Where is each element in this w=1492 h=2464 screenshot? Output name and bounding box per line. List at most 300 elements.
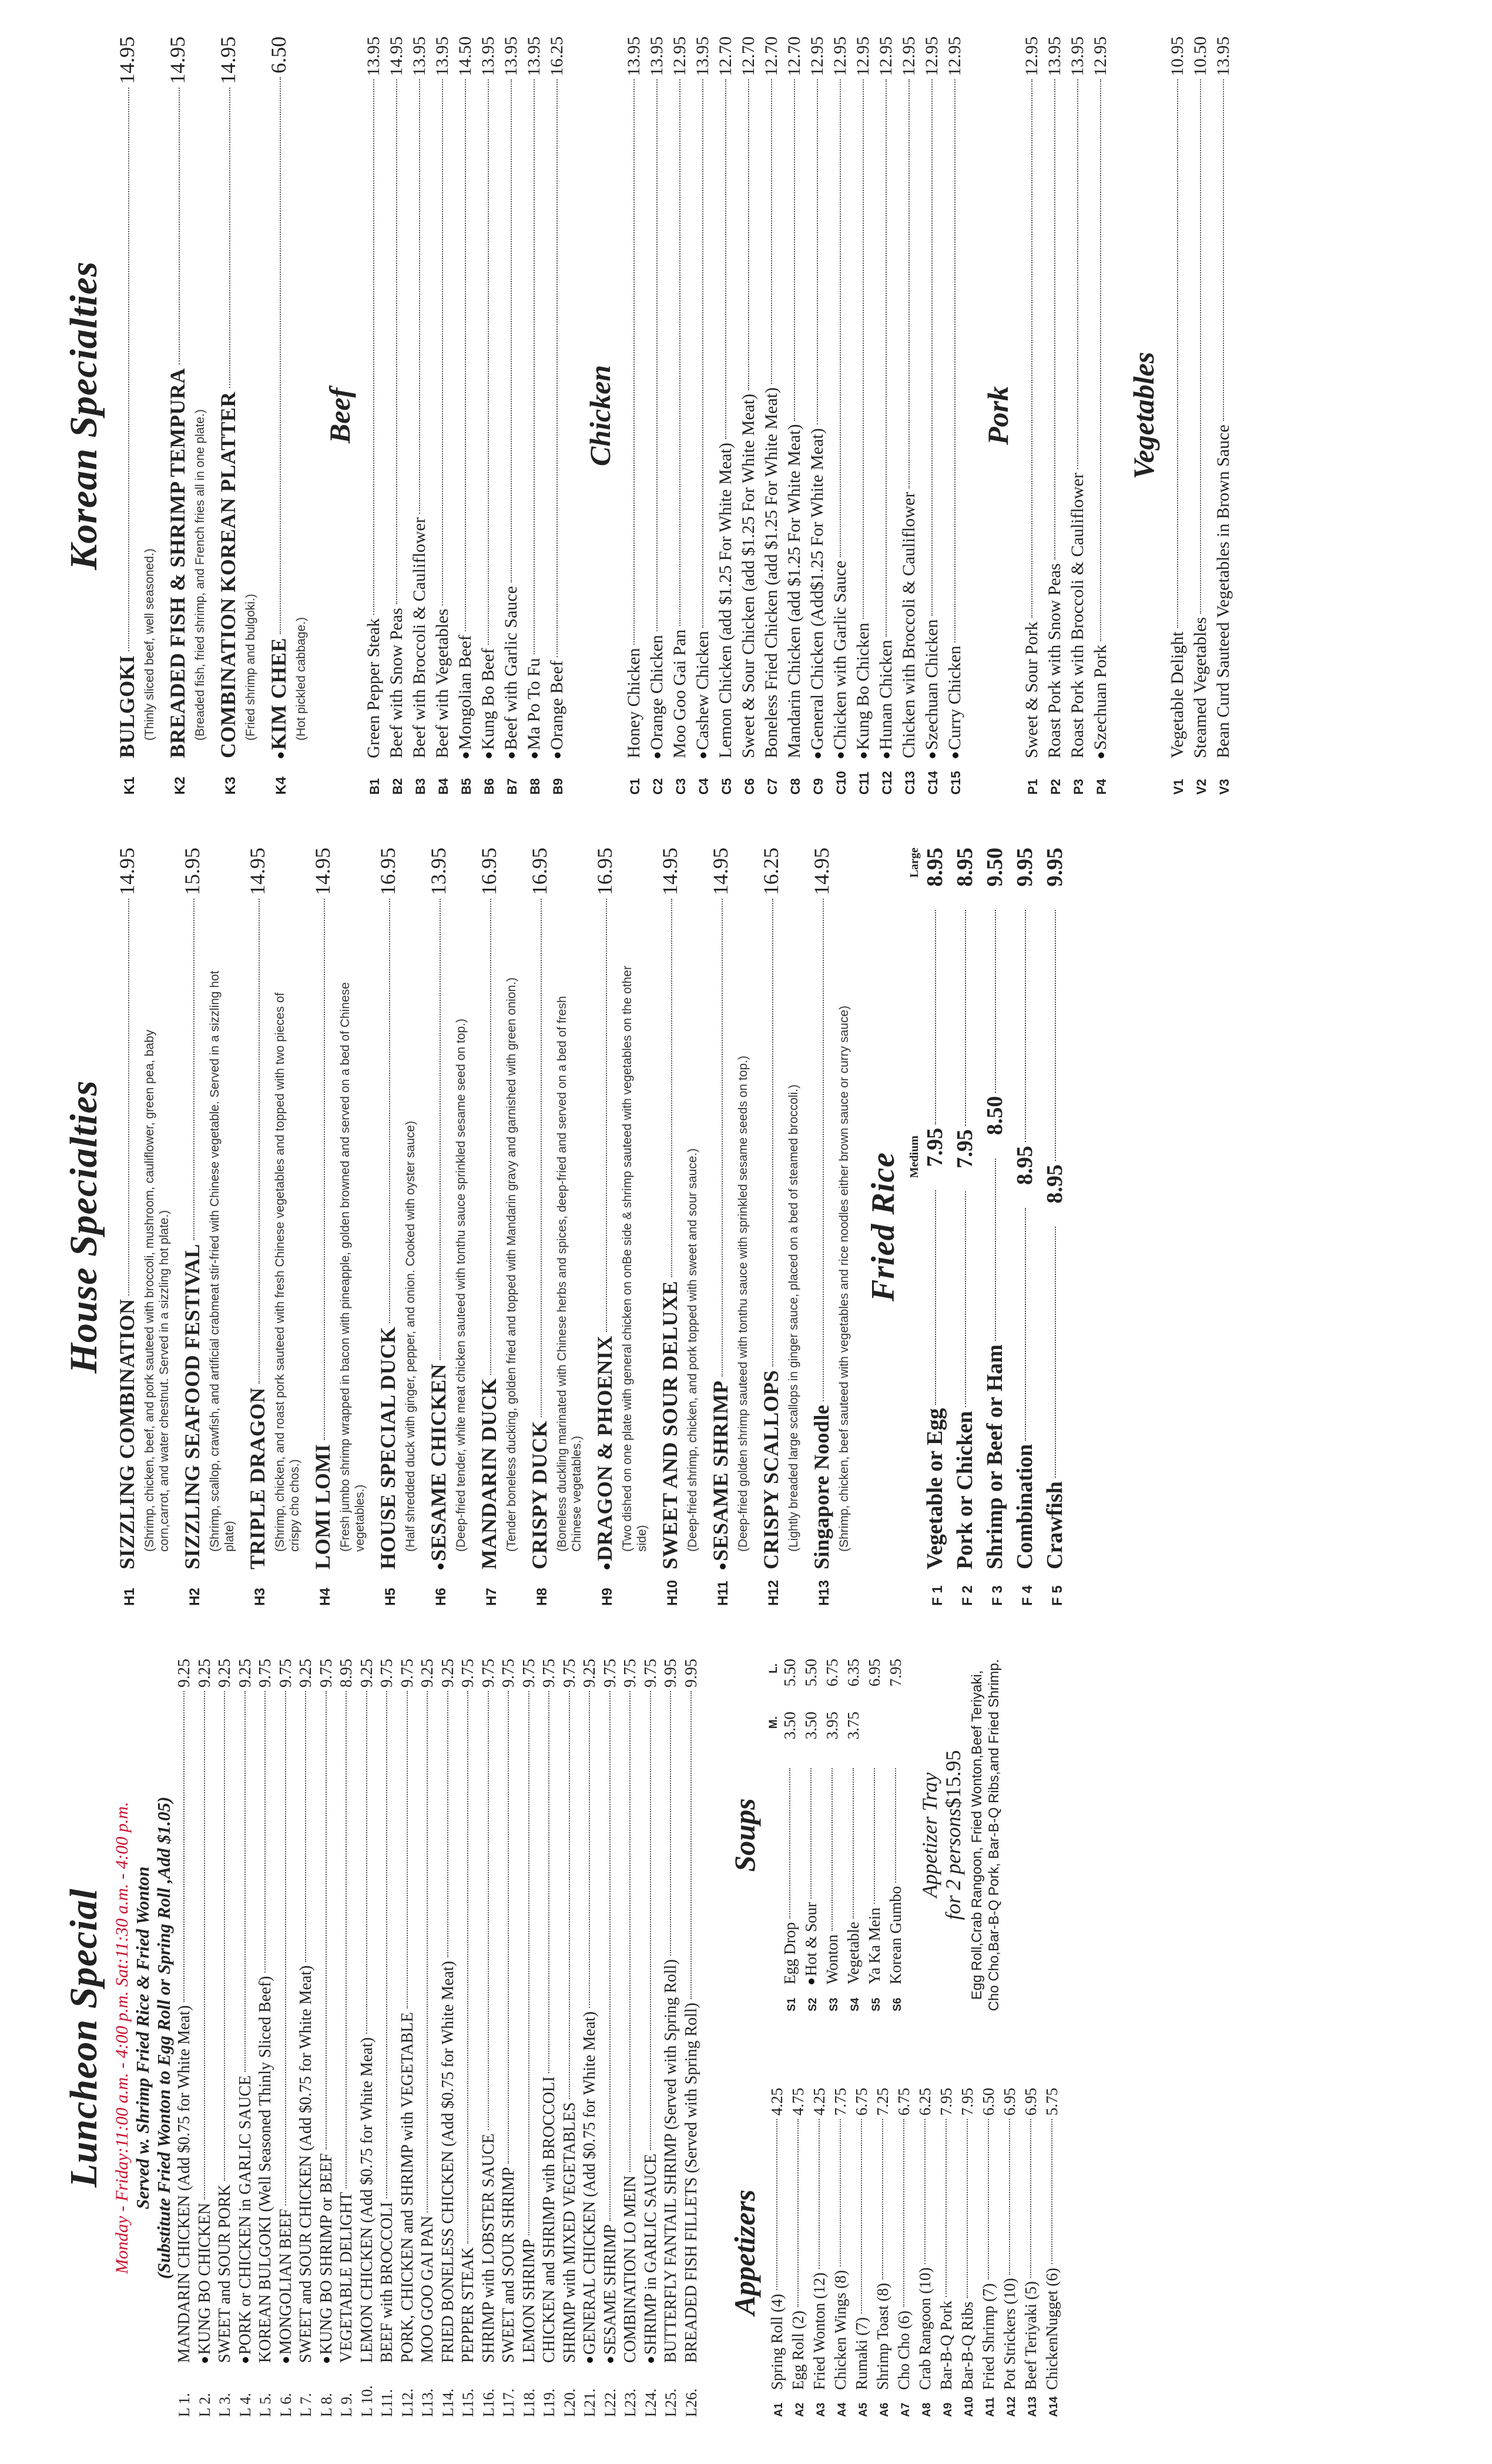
item-name <box>823 1934 841 1984</box>
item-code: A2 <box>794 2402 806 2417</box>
specialties-column <box>62 36 1235 795</box>
item-code: F 3 <box>990 1585 1005 1606</box>
luncheon-item <box>317 1659 337 2417</box>
leader-dots <box>490 899 491 1375</box>
item-price: 14.95 <box>658 848 682 895</box>
item-name-text: CHICKEN and SHRIMP with BROCCOLI <box>540 2076 558 2363</box>
item-name-text: Pot Strickers (10) <box>1001 2278 1018 2390</box>
leader-dots <box>179 88 180 364</box>
price-large: 6.75 <box>823 1659 841 1687</box>
item-code: L 7. <box>297 2393 314 2417</box>
leader-dots <box>853 1768 854 1919</box>
item-name-text: Singapore Noodle <box>810 1404 833 1569</box>
item-price: 12.70 <box>784 36 804 76</box>
item-code: S6 <box>891 1997 904 2011</box>
item-name-text: SESAME SHRIMP <box>709 1380 732 1561</box>
item-code: C4 <box>696 778 711 795</box>
item-price: 16.95 <box>528 848 551 895</box>
item-name-text: Spring Roll (4) <box>768 2294 786 2390</box>
item-code: L 3. <box>216 2393 233 2417</box>
item-name-text: LEMON SHRIMP <box>519 2239 538 2363</box>
luncheon-item <box>458 1659 479 2417</box>
item-name-text: Egg Drop <box>781 1922 799 1984</box>
fried-rice-item <box>1011 848 1041 1606</box>
leader-dots <box>1200 80 1201 614</box>
item-code: L19. <box>541 2388 558 2417</box>
item-name-text: BUTTERFLY FANTAIL SHRIMP (Served with Spring Roll) <box>662 1959 680 2363</box>
leader-dots <box>656 80 658 632</box>
item-code: L 6. <box>277 2393 294 2417</box>
leader-dots <box>447 1691 448 1957</box>
item-code: C14 <box>926 771 940 795</box>
item-name <box>601 2224 621 2363</box>
korean-item <box>165 36 193 795</box>
item-name-text: Chicken with Broccoli & Cauliflower <box>899 491 918 758</box>
leader-dots <box>389 899 390 1323</box>
item-price: 14.50 <box>455 36 475 76</box>
price-medium: 8.95 <box>1012 1146 1037 1185</box>
item-description: (Fresh jumbo shrimp wrapped in bacon with pineapple, golden browned and served on a bed of Chinese vegetables.) <box>338 982 367 1552</box>
item-price: 14.95 <box>166 36 189 84</box>
price-medium: 7.95 <box>953 1129 977 1169</box>
item-name <box>398 2012 418 2363</box>
item-price: 9.75 <box>276 1659 295 1688</box>
item-name: Shrimp or Beef or Ham <box>983 1344 1007 1569</box>
leader-dots <box>442 80 443 605</box>
item-name <box>519 2239 540 2363</box>
item-name <box>499 2167 519 2363</box>
item-name <box>418 2216 438 2363</box>
house-item <box>658 848 685 1606</box>
pork-item <box>1021 36 1044 795</box>
item-price: 13.95 <box>432 36 452 76</box>
item-name <box>937 2301 955 2390</box>
luncheon-item <box>195 1659 216 2417</box>
leader-dots <box>886 80 887 637</box>
spicy-icon <box>809 1978 814 1984</box>
item-name <box>1021 2281 1040 2390</box>
price-large: 9.95 <box>1042 847 1067 887</box>
leader-dots <box>1177 80 1178 628</box>
item-code: A14 <box>1048 2396 1060 2417</box>
item-code: S2 <box>807 1997 819 2011</box>
beef-title: Beef <box>323 387 356 444</box>
item-price: 13.95 <box>478 36 498 76</box>
item-code: A1 <box>773 2402 785 2417</box>
chicken-item <box>669 36 692 795</box>
item-name <box>479 2134 499 2363</box>
item-name <box>195 2203 216 2363</box>
tray-subtitle: for 2 persons <box>941 1808 965 1920</box>
item-price: 13.95 <box>1213 36 1233 76</box>
item-code: A7 <box>900 2402 912 2417</box>
item-code: B6 <box>482 778 497 795</box>
appetizer-item <box>979 2088 1000 2417</box>
item-name <box>296 1966 317 2363</box>
price-medium: 3.50 <box>802 1712 820 1740</box>
item-name <box>809 1405 834 1569</box>
chicken-item <box>760 36 783 795</box>
item-description: (Fried shrimp and bulgoki.) <box>244 594 257 741</box>
luncheon-item <box>296 1659 317 2417</box>
item-name-text: Szechuan Pork <box>1091 644 1110 750</box>
item-code: L 2. <box>196 2393 213 2417</box>
luncheon-item <box>256 1659 276 2417</box>
leader-dots <box>995 910 996 1093</box>
house-item <box>426 848 454 1606</box>
item-code: V2 <box>1194 779 1209 795</box>
leader-dots <box>1025 910 1026 1142</box>
item-description: (Shrimp, chicken, beef sauteed with vegetables and rice noodles either brown sauce or curry sauce) <box>837 1005 851 1552</box>
item-code: S4 <box>849 1997 861 2011</box>
leader-dots <box>556 80 558 657</box>
chicken-item <box>944 36 967 795</box>
item-name-text: KUNG BO SHRIMP or BEEF <box>317 2153 336 2355</box>
leader-dots <box>193 899 195 1240</box>
item-name <box>958 2302 977 2390</box>
price-medium: 8.95 <box>1042 1164 1067 1204</box>
leader-dots <box>407 1691 408 2008</box>
item-name-text: Boneless Fried Chicken (add $1.25 For White Meat) <box>762 387 781 758</box>
item-code: C7 <box>765 778 780 795</box>
item-name <box>894 2311 913 2390</box>
item-code: A3 <box>815 2402 827 2417</box>
soup-item <box>844 1659 865 2011</box>
item-code: B7 <box>505 778 519 795</box>
item-price: 12.95 <box>899 36 918 76</box>
item-code: V1 <box>1171 779 1186 795</box>
appetizers-title: Appetizers <box>728 2190 761 2315</box>
item-code: A6 <box>879 2402 891 2417</box>
vegetable-item <box>1212 36 1235 795</box>
item-code: H7 <box>484 1588 499 1606</box>
appetizer-item <box>810 2088 831 2417</box>
item-code: A11 <box>984 2397 997 2417</box>
leader-dots <box>1100 80 1101 641</box>
item-name <box>1044 563 1065 758</box>
item-code: B8 <box>528 778 542 795</box>
soups-large-label: L. <box>767 1663 780 1673</box>
leader-dots <box>823 899 824 1401</box>
leader-dots <box>285 1691 286 2205</box>
item-name <box>454 635 476 758</box>
item-price: 7.95 <box>937 2088 955 2116</box>
item-name <box>180 1244 204 1569</box>
item-price: 14.95 <box>115 36 139 84</box>
item-description: (Shrimp, chicken, beef, and pork sauteed with broccoli, mushroom, cauliflower, green pea, baby corn,carrot, and water chestnut. Served in a sizzling hot plate.) <box>143 1029 171 1552</box>
chicken-title: Chicken <box>584 364 616 467</box>
item-name <box>115 1299 139 1569</box>
item-name-text: CRISPY SCALLOPS <box>759 1370 783 1569</box>
item-description: (Breaded fish, fried shrimp, and French fries all in one plate.) <box>193 409 207 741</box>
item-price: 13.95 <box>1068 36 1087 76</box>
leader-dots <box>903 2119 904 2307</box>
item-name <box>865 1907 884 1984</box>
tray-title <box>918 1659 965 2011</box>
item-name <box>621 2175 641 2363</box>
leader-dots <box>797 2119 799 2307</box>
item-name-text: PORK or CHICKEN in GARLIC SAUCE <box>236 2075 254 2355</box>
item-name <box>1000 2278 1019 2390</box>
item-name-text: Szechuan Chicken <box>922 619 941 750</box>
luncheon-item <box>357 1659 378 2417</box>
item-price: 12.95 <box>922 36 941 76</box>
leader-dots <box>373 80 374 615</box>
item-name-text: PORK, CHICKEN and SHRIMP with VEGETABLE <box>398 2012 417 2363</box>
item-price: 12.95 <box>876 36 896 76</box>
item-price: 12.70 <box>716 36 735 76</box>
luncheon-item <box>621 1659 641 2417</box>
item-name <box>236 2075 256 2363</box>
house-item <box>477 848 504 1606</box>
leader-dots <box>789 1768 790 1919</box>
item-name <box>523 658 545 758</box>
leader-dots <box>1009 2119 1010 2274</box>
item-code: C6 <box>742 778 757 795</box>
price-large: 9.95 <box>1012 848 1037 887</box>
item-name-text: SIZZLING SEAFOOD FESTIVAL <box>180 1243 204 1569</box>
house-title: House Specialties <box>62 1080 105 1374</box>
spicy-icon <box>438 1564 444 1569</box>
luncheon-title: Luncheon Special <box>62 1888 105 2188</box>
item-price: 13.95 <box>410 36 429 76</box>
spicy-icon <box>648 2357 654 2363</box>
leader-dots <box>326 1691 327 2150</box>
item-price: 8.95 <box>337 1659 356 1688</box>
item-description: (Shrimp, scallop, crawfish, and artificial crabmeat stir-fried with Chinese vegetable. Served in a sizzling hot plate) <box>208 970 236 1552</box>
leader-dots <box>346 1691 347 2188</box>
leader-dots <box>874 1768 875 1904</box>
item-description: (Deep-fried tender, white meat chicken sauteed with tonthu sauce sprinkled sesame seed on top.) <box>454 1018 468 1552</box>
item-name <box>898 492 920 758</box>
item-name-text: Curry Chicken <box>945 645 964 750</box>
item-name-text: KIM CHEE <box>267 637 290 750</box>
item-code: S1 <box>786 1997 798 2011</box>
luncheon-item <box>418 1659 438 2417</box>
item-code: A10 <box>963 2396 975 2417</box>
item-code: C11 <box>857 771 871 795</box>
leader-dots <box>465 80 466 632</box>
item-price: 13.95 <box>524 36 544 76</box>
house-item <box>592 848 620 1606</box>
luncheon-item <box>641 1659 662 2417</box>
item-name-text: GENERAL CHICKEN (Add $0.75 for White Meat) <box>581 2011 599 2355</box>
leader-dots <box>511 80 512 582</box>
soup-item <box>780 1659 802 2011</box>
item-code: C13 <box>903 771 917 795</box>
item-name <box>245 1387 270 1569</box>
item-name-text: PEPPER STEAK <box>459 2247 477 2363</box>
item-name-text: General Chicken (Add$1.25 For White Meat) <box>807 428 827 750</box>
luncheon-served: Served w. Shrimp Fried Rice & Fried Wonton <box>132 1866 153 2209</box>
spicy-icon <box>278 752 284 758</box>
item-code: H8 <box>534 1588 550 1606</box>
spicy-icon <box>884 752 890 758</box>
leader-dots <box>280 77 281 634</box>
leader-dots <box>722 899 723 1377</box>
beef-item <box>408 36 431 795</box>
house-item <box>180 848 207 1606</box>
leader-dots <box>1031 80 1032 618</box>
spicy-icon <box>930 752 936 758</box>
item-name-text: Kung Bo Beef <box>478 648 498 750</box>
spicy-icon <box>1098 752 1104 758</box>
item-price: 9.95 <box>682 1659 700 1688</box>
appetizer-soup-section <box>713 1659 1064 2417</box>
leader-dots <box>861 2119 862 2314</box>
item-price: 16.95 <box>477 848 501 895</box>
item-price: 7.75 <box>832 2088 849 2116</box>
item-price: 14.95 <box>311 848 334 895</box>
leader-dots <box>183 1691 185 2002</box>
appetizer-item <box>894 2088 916 2417</box>
spicy-icon <box>555 752 561 758</box>
spicy-icon <box>486 752 492 758</box>
leader-dots <box>671 899 672 1277</box>
item-name-text: Honey Chicken <box>624 648 643 758</box>
leader-dots <box>725 80 726 440</box>
item-code: H6 <box>433 1588 449 1606</box>
item-code: A9 <box>942 2402 954 2417</box>
house-item <box>310 848 338 1606</box>
leader-dots <box>840 2119 841 2267</box>
leader-dots <box>541 899 542 1417</box>
item-name <box>458 2247 479 2363</box>
leader-dots <box>324 899 325 1440</box>
item-name-text: Hot & Sour <box>802 1901 820 1976</box>
item-price: 14.95 <box>246 848 269 895</box>
soups-list <box>780 1659 907 2011</box>
soups-title: Soups <box>728 1798 761 1872</box>
luncheon-item <box>519 1659 540 2417</box>
leader-dots <box>229 88 230 388</box>
appetizer-item <box>916 2088 937 2417</box>
leader-dots <box>819 2119 820 2269</box>
korean-item <box>115 36 142 795</box>
item-code: C3 <box>673 778 688 795</box>
item-price: 12.95 <box>830 36 850 76</box>
item-code: L18. <box>520 2388 538 2417</box>
item-name <box>783 424 805 758</box>
item-code: C12 <box>880 771 894 795</box>
item-name <box>708 1380 733 1569</box>
leader-dots <box>810 1768 812 1899</box>
fried-rice-item <box>921 848 951 1606</box>
item-price: 14.95 <box>387 36 406 76</box>
item-price: 6.50 <box>980 2088 997 2116</box>
item-code: A8 <box>921 2402 933 2417</box>
tray-subtitle-line <box>941 1659 965 2011</box>
price-medium: 7.95 <box>923 1127 947 1167</box>
appetizer-item <box>767 2088 789 2417</box>
item-name <box>426 1364 451 1569</box>
chicken-item <box>875 36 898 795</box>
item-code: V3 <box>1217 779 1232 795</box>
item-price: 9.75 <box>641 1659 660 1688</box>
item-name-text: Kung Bo Chicken <box>853 622 873 750</box>
item-price: 5.75 <box>1043 2088 1061 2116</box>
item-name-text: BREADED FISH FILLETS (Served with Spring Roll) <box>682 2003 700 2363</box>
item-price: 16.95 <box>376 848 400 895</box>
appetizer-item <box>852 2088 873 2417</box>
item-name-text: LOMI LOMI <box>311 1444 334 1569</box>
spicy-icon <box>587 2357 593 2363</box>
leader-dots <box>569 1691 570 2099</box>
item-name-text: Beef with Snow Peas <box>387 608 406 758</box>
item-name-text: Beef with Broccoli & Cauliflower <box>410 517 429 758</box>
spicy-icon <box>243 2357 249 2363</box>
item-name-text: Bean Curd Sauteed Vegetables in Brown Sauce <box>1213 424 1233 758</box>
item-price: 9.75 <box>601 1659 619 1688</box>
item-price: 13.95 <box>647 36 666 76</box>
price-medium: 3.95 <box>823 1712 841 1740</box>
item-price: 9.75 <box>519 1659 538 1688</box>
item-code: H1 <box>122 1588 138 1606</box>
item-name-text: Sweet & Sour Pork <box>1022 621 1041 758</box>
item-price: 16.95 <box>593 848 616 895</box>
item-name <box>886 1886 905 1984</box>
item-name <box>377 2202 398 2363</box>
luncheon-item <box>215 1659 236 2417</box>
price-medium: 3.50 <box>781 1712 799 1740</box>
pork-title: Pork <box>981 386 1014 445</box>
luncheon-item <box>682 1659 702 2417</box>
item-name <box>692 631 713 758</box>
item-code: L16. <box>480 2388 497 2417</box>
item-code: A4 <box>836 2402 849 2417</box>
item-code: C9 <box>811 778 826 795</box>
item-code: C2 <box>651 778 665 795</box>
item-name <box>789 2311 807 2390</box>
item-description: (Shrimp, chicken, and roast pork sauteed with fresh Chinese vegetables and topped with two pieces of crispy cho chos.) <box>273 992 301 1552</box>
item-name <box>1042 2268 1061 2390</box>
leader-dots <box>967 2119 968 2298</box>
item-name-text: Korean Gumbo <box>887 1886 904 1984</box>
item-name-text: Roast Pork with Broccoli & Cauliflower <box>1068 473 1087 758</box>
house-item <box>375 848 403 1606</box>
leader-dots <box>935 1190 936 1405</box>
leader-dots <box>965 910 966 1126</box>
vegetables-list <box>1166 36 1235 795</box>
item-price: 9.25 <box>357 1659 376 1688</box>
chicken-list <box>623 36 967 795</box>
beef-item <box>431 36 454 795</box>
spicy-icon <box>283 2357 289 2363</box>
leader-dots <box>305 1691 306 1962</box>
item-code: K4 <box>273 776 289 795</box>
luncheon-item <box>560 1659 581 2417</box>
leader-dots <box>467 1691 468 2244</box>
item-price: 12.70 <box>739 36 758 76</box>
leader-dots <box>895 1768 896 1883</box>
beef-item <box>546 36 569 795</box>
item-code: K1 <box>122 776 138 795</box>
item-name-text: Beef with Garlic Sauce <box>501 585 521 750</box>
item-code: H11 <box>715 1581 731 1606</box>
item-name <box>1166 631 1188 758</box>
item-price: 9.75 <box>479 1659 498 1688</box>
item-name-text: Bar-B-Q Pork <box>937 2301 955 2390</box>
item-code: C8 <box>788 778 803 795</box>
chicken-item <box>646 36 669 795</box>
item-name-text: Wonton <box>823 1934 841 1984</box>
item-price: 12.95 <box>670 36 689 76</box>
item-name-text: Mongolian Beef <box>455 635 475 750</box>
item-description: (Deep-fried golden shrimp sauteed with tonthu sauce with sprinkled sesame seeds on top.) <box>736 1056 750 1552</box>
item-code: L20. <box>561 2388 578 2417</box>
item-name-text: Rumaki (7) <box>853 2317 870 2390</box>
item-name-text: Vegetable Delight <box>1168 631 1187 758</box>
